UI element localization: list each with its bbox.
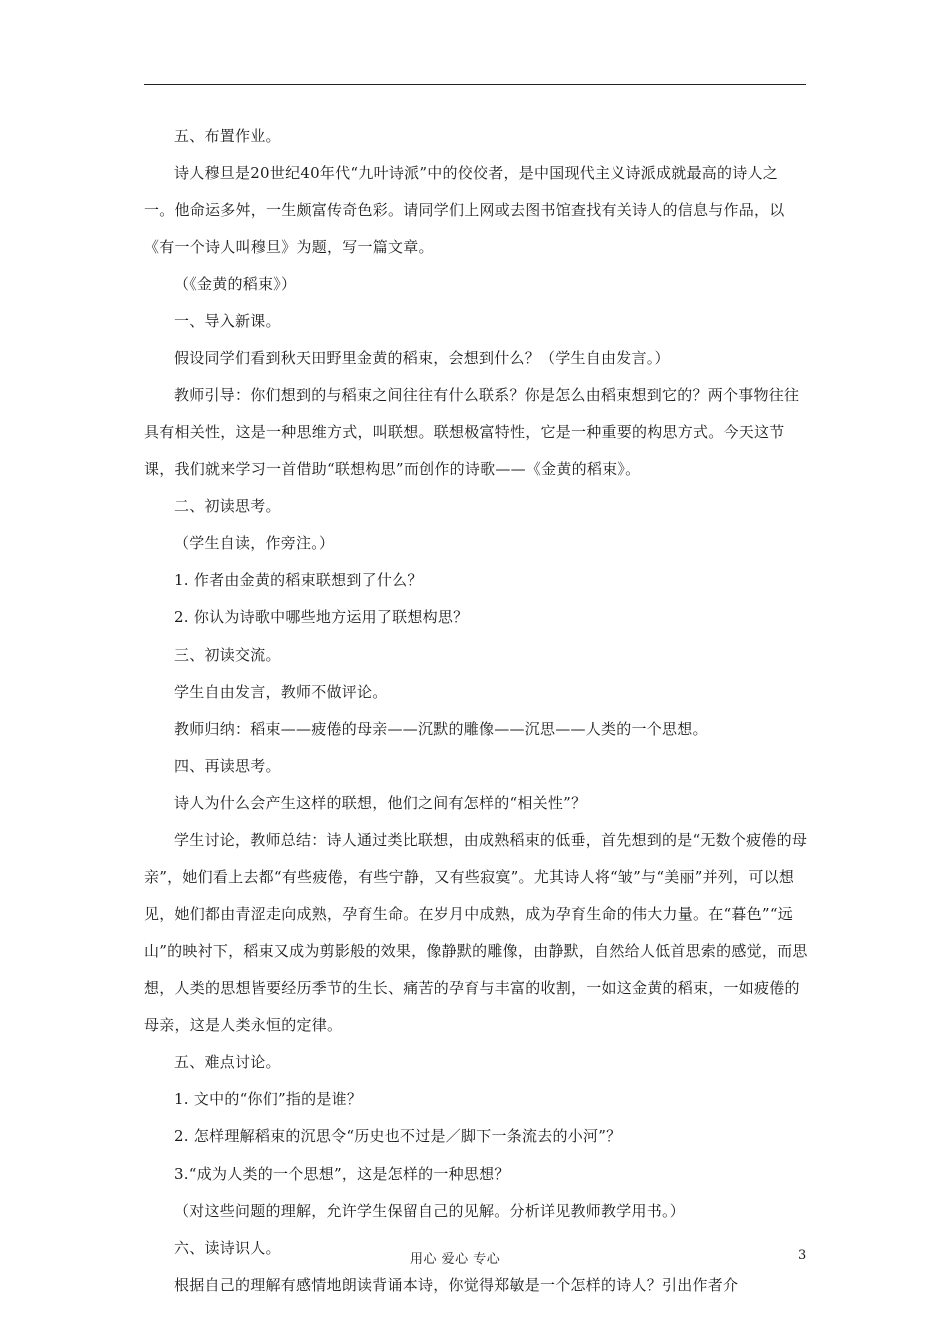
section-heading-homework: 五、布置作业。 — [174, 127, 281, 145]
list-item: 2. 你认为诗歌中哪些地方运用了联想构思？ — [174, 608, 469, 627]
paragraph-association-question: 诗人为什么会产生这样的联想，他们之间有怎样的“相关性”？ — [174, 793, 587, 812]
list-item: 2. 怎样理解稻束的沉思令“历史也不过是／脚下一条流去的小河”？ — [174, 1127, 622, 1146]
list-item: 1. 作者由金黄的稻束联想到了什么？ — [174, 571, 423, 589]
list-item: 3.“成为人类的一个思想”，这是怎样的一种思想？ — [174, 1164, 510, 1183]
paragraph-self-reading: （学生自读，作旁注。） — [174, 534, 335, 552]
document-body — [144, 118, 808, 1304]
header-rule — [144, 84, 806, 85]
paragraph-teacher-guide: 教师引导：你们想到的与稻束之间往往有什么联系？你是怎么由稻束想到它的？两个事物往往具有相关性，这是一种思维方式，叫联想。联想极富特性，它是一种重要的构思方式。今天这节课，我们就来学习一首借助“联想构思”而创作的诗歌——《金黄的稻束》。 — [144, 386, 800, 478]
paragraph-understanding-note: （对这些问题的理解，允许学生保留自己的见解。分析详见教师教学用书。） — [174, 1202, 686, 1221]
section-heading-read-poem: 六、读诗识人。 — [174, 1239, 281, 1258]
paragraph-mudan-assignment: 诗人穆旦是20世纪40年代“九叶诗派”中的佼佼者，是中国现代主义诗派成就最高的诗人之一。他命运多舛，一生颇富传奇色彩。请同学们上网或去图书馆查找有关诗人的信息与作品，以《有一个诗人叫穆旦》为题，写一篇文章。 — [144, 164, 785, 256]
section-heading-intro: 一、导入新课。 — [174, 312, 281, 330]
footer-motto: 用心 爱心 专心 — [410, 1252, 501, 1267]
page-footer — [0, 1248, 950, 1272]
section-heading-reread: 四、再读思考。 — [174, 756, 281, 775]
section-heading-first-reading: 二、初读思考。 — [174, 497, 281, 515]
paragraph-free-speech: 学生自由发言，教师不做评论。 — [174, 682, 388, 701]
paragraph-teacher-summary: 教师归纳：稻束——疲倦的母亲——沉默的雕像——沉思——人类的一个思想。 — [174, 719, 708, 738]
page-number: 3 — [798, 1248, 807, 1263]
section-heading-difficulties: 五、难点讨论。 — [174, 1052, 281, 1071]
list-item: 1. 文中的“你们”指的是谁？ — [174, 1089, 363, 1108]
paragraph-recite-poem: 根据自己的理解有感情地朗读背诵本诗，你觉得郑敏是一个怎样的诗人？引出作者介 — [174, 1276, 739, 1295]
section-heading-exchange: 三、初读交流。 — [174, 645, 281, 664]
paragraph-discussion-summary: 学生讨论，教师总结：诗人通过类比联想，由成熟稻束的低垂，首先想到的是“无数个疲倦的母亲”，她们看上去都“有些疲倦，有些宁静，又有些寂寞”。尤其诗人将“皱”与“美丽”并列，可以想见，她们都由青涩走向成熟，孕育生命。在岁月中成熟，成为孕育生命的伟大力量。在“暮色”“远山”的映衬下，稻束又成为剪影般的效果，像静默的雕像，由静默，自然给人低首思索的感觉，而思想，人类的思想皆要经历季节的生长、痛苦的孕育与丰富的收割，一如这金黄的稻束，一如疲倦的母亲，这是人类永恒的定律。 — [144, 830, 808, 1034]
lesson-title: （《金黄的稻束》） — [174, 275, 297, 293]
paragraph-intro-question: 假设同学们看到秋天田野里金黄的稻束，会想到什么？（学生自由发言。） — [174, 349, 670, 367]
